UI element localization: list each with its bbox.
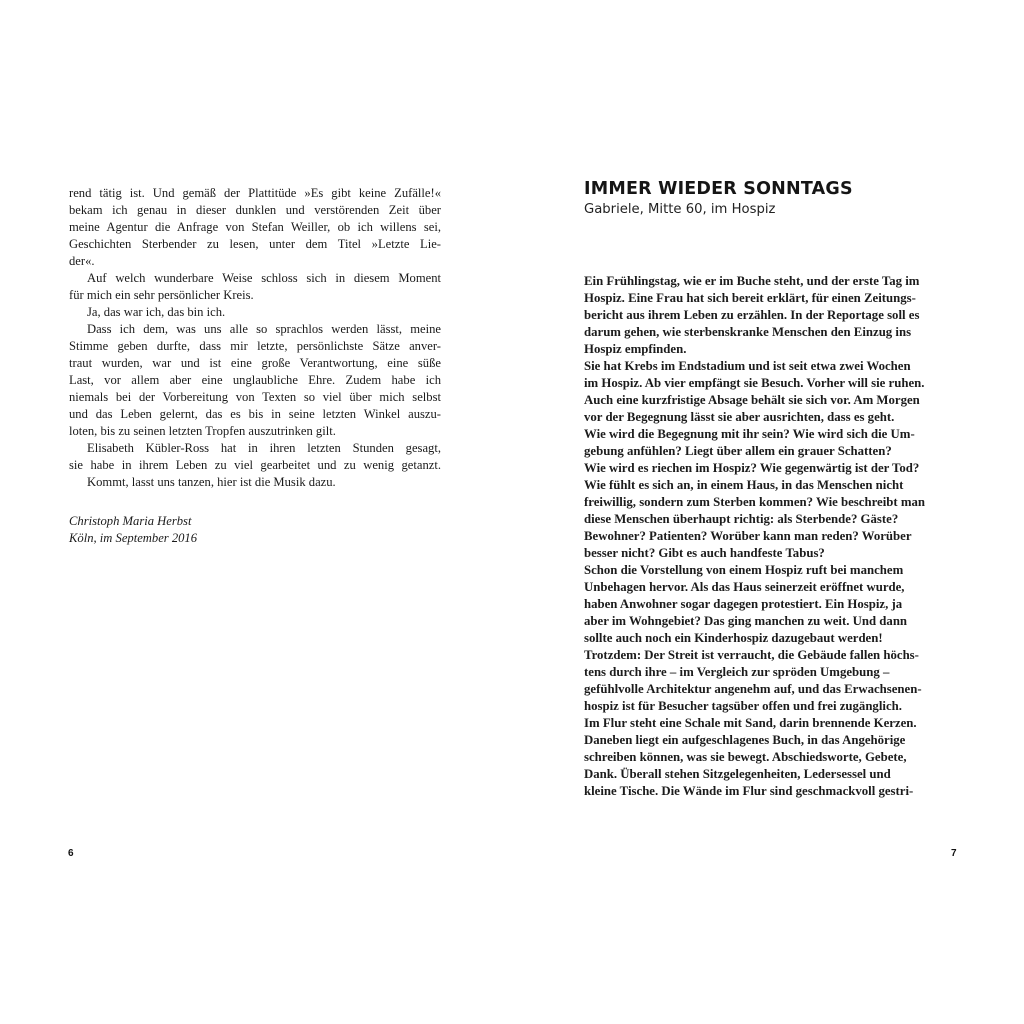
text-line: Daneben liegt ein aufgeschlagenes Buch, in das Angehörige <box>584 733 906 747</box>
text-line: darum gehen, wie sterbenskranke Menschen den Einzug ins <box>584 325 912 339</box>
text-line: für mich ein sehr persönlicher Kreis. <box>69 288 254 302</box>
page-number: 7 <box>951 848 957 859</box>
signature-name: Christoph Maria Herbst <box>69 514 192 528</box>
text-line: Ja, das war ich, das bin ich. <box>87 305 226 319</box>
text-line: Bewohner? Patienten? Worüber kann man reden? Worüber <box>584 529 912 543</box>
text-line: hospiz ist für Besucher tagsüber offen und frei zugänglich. <box>584 699 902 713</box>
text-line: Geschichten Sterbender zu lesen, unter dem Titel »Letzte Lie- <box>69 237 441 251</box>
text-line: Auch eine kurzfristige Absage behält sie sich vor. Am Morgen <box>584 393 920 407</box>
text-line: loten, bis zu seinen letzten Tropfen auszutrinken gilt. <box>69 424 336 438</box>
text-line: Trotzdem: Der Streit ist verraucht, die Gebäude fallen höchs- <box>584 648 919 662</box>
text-line: schreiben können, was sie bewegt. Abschiedsworte, Gebete, <box>584 750 907 764</box>
text-line: besser nicht? Gibt es auch handfeste Tabus? <box>584 546 825 560</box>
text-line: haben Anwohner sogar dagegen protestiert. Ein Hospiz, ja <box>584 597 903 611</box>
text-line: Wie fühlt es sich an, in einem Haus, in das Menschen nicht <box>584 478 904 492</box>
text-line: Unbehagen hervor. Als das Haus seinerzeit eröffnet wurde, <box>584 580 905 594</box>
text-line: vor der Begegnung lässt sie aber ausrichten, dass es geht. <box>584 410 895 424</box>
text-line: Last, vor allem aber eine unglaubliche Ehre. Zudem habe ich <box>69 373 441 387</box>
text-line: Auf welch wunderbare Weise schloss sich in diesem Moment <box>87 271 441 285</box>
text-line: sie habe in ihrem Leben zu viel gearbeitet und zu wenig getanzt. <box>69 458 441 472</box>
text-line: Wie wird die Begegnung mit ihr sein? Wie wird sich die Um- <box>584 427 915 441</box>
text-line: diese Menschen überhaupt richtig: als Sterbende? Gäste? <box>584 512 899 526</box>
text-line: niemals bei der Vorbereitung von Texten so viel über mich selbst <box>69 390 441 404</box>
text-line: Elisabeth Kübler-Ross hat in ihren letzten Stunden gesagt, <box>87 441 441 455</box>
page-number: 6 <box>68 848 74 859</box>
text-line: Kommt, lasst uns tanzen, hier ist die Musik dazu. <box>87 475 336 489</box>
text-line: aber im Wohngebiet? Das ging manchen zu weit. Und dann <box>584 614 908 628</box>
text-line: bekam ich genau in dieser dunklen und verstörenden Zeit über <box>69 203 441 217</box>
text-line: Stimme geben durfte, dass mir letzte, persönlichste Sätze anver- <box>69 339 441 353</box>
right-page <box>512 0 1024 1024</box>
text-line: im Hospiz. Ab vier empfängt sie Besuch. Vorher will sie ruhen. <box>584 376 925 390</box>
text-line: traut wurden, war und ist eine große Verantwortung, eine süße <box>69 356 441 370</box>
chapter-title: IMMER WIEDER SONNTAGS <box>584 179 853 199</box>
text-line: meine Agentur die Anfrage von Stefan Weiller, ob ich willens sei, <box>69 220 441 234</box>
signature-place-date: Köln, im September 2016 <box>69 531 198 545</box>
text-line: Dank. Überall stehen Sitzgelegenheiten, Ledersessel und <box>584 767 891 781</box>
text-line: kleine Tische. Die Wände im Flur sind geschmackvoll gestri- <box>584 784 914 798</box>
text-line: Ein Frühlingstag, wie er im Buche steht, und der erste Tag im <box>584 274 920 288</box>
text-line: der«. <box>69 254 95 268</box>
text-line: rend tätig ist. Und gemäß der Plattitüde »Es gibt keine Zufälle!« <box>69 186 441 200</box>
text-line: gefühlvolle Architektur angenehm auf, und das Erwachsenen- <box>584 682 922 696</box>
text-line: Sie hat Krebs im Endstadium und ist seit etwa zwei Wochen <box>584 359 911 373</box>
text-line: Hospiz. Eine Frau hat sich bereit erklärt, für einen Zeitungs- <box>584 291 916 305</box>
text-line: und das Leben gelernt, das es bis in seine letzten Winkel auszu- <box>69 407 441 421</box>
text-line: gebung anfühlen? Liegt über allem ein grauer Schatten? <box>584 444 892 458</box>
text-line: bericht aus ihrem Leben zu erzählen. In der Reportage soll es <box>584 308 920 322</box>
text-line: sollte auch noch ein Kinderhospiz dazugebaut werden! <box>584 631 883 645</box>
text-line: Dass ich dem, was uns alle so sprachlos werden lässt, meine <box>87 322 441 336</box>
text-line: Wie wird es riechen im Hospiz? Wie gegenwärtig ist der Tod? <box>584 461 920 475</box>
text-line: Im Flur steht eine Schale mit Sand, darin brennende Kerzen. <box>584 716 917 730</box>
text-line: Schon die Vorstellung von einem Hospiz ruft bei manchem <box>584 563 904 577</box>
chapter-subtitle: Gabriele, Mitte 60, im Hospiz <box>584 202 776 217</box>
text-line: tens durch ihre – im Vergleich zur spröden Umgebung – <box>584 665 890 679</box>
text-line: Hospiz empfinden. <box>584 342 687 356</box>
text-line: freiwillig, sondern zum Sterben kommen? Wie beschreibt man <box>584 495 926 509</box>
